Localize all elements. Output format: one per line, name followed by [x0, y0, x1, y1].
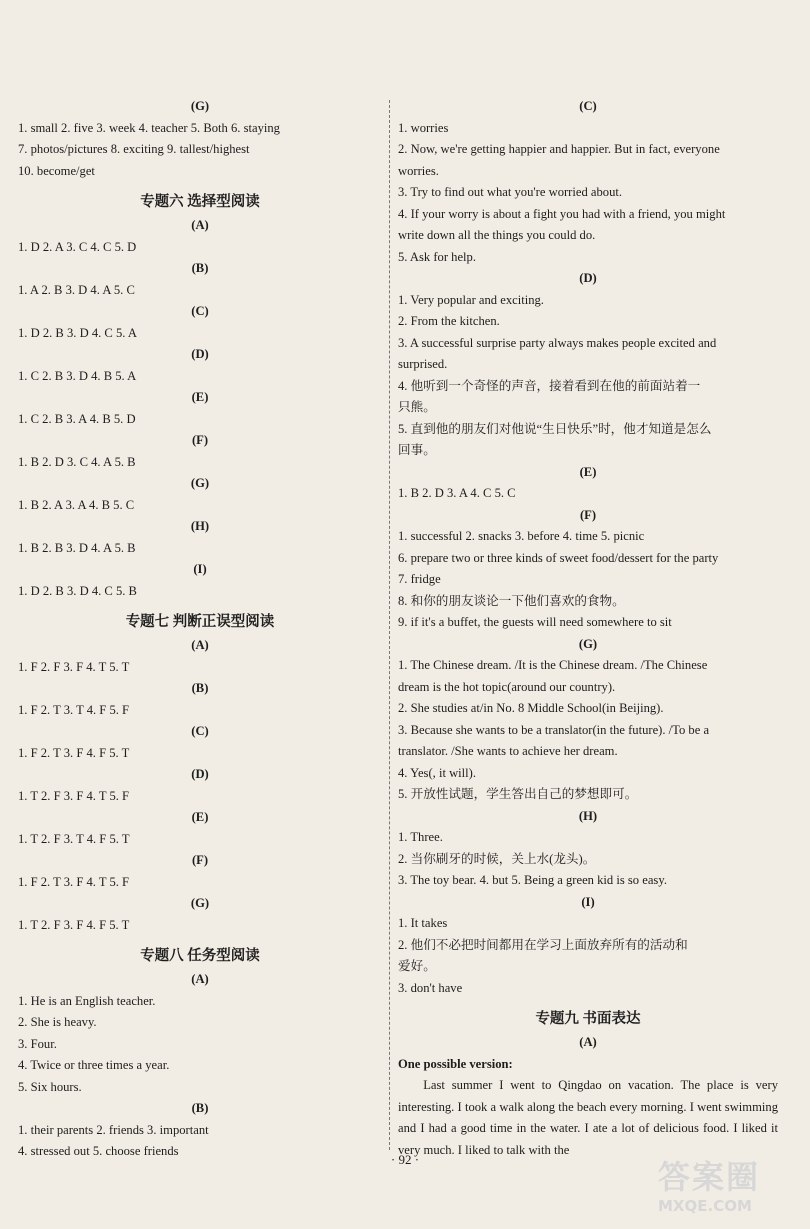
- subsection-label: (D): [191, 347, 209, 361]
- answer-line: 3. Four.: [18, 1036, 57, 1051]
- subsection-label: (A): [191, 972, 209, 986]
- page-number: · 92 ·: [390, 1152, 420, 1167]
- answer-line: 2. She is heavy.: [18, 1015, 97, 1029]
- subsection-label: (G): [190, 476, 210, 490]
- subsection-label: (H): [190, 519, 210, 533]
- answer-line: 5. Six hours.: [18, 1079, 82, 1094]
- subsection-label: (G): [578, 636, 598, 651]
- answer-line: 7. photos/pictures 8. exciting 9. tallest/highest: [18, 142, 250, 156]
- answer-line: 1. D 2. A 3. C 4. C 5. D: [18, 239, 137, 254]
- answer-line: worries.: [398, 163, 439, 178]
- answer-line: 1. T 2. F 3. F 4. F 5. T: [18, 917, 130, 932]
- answer-line: 5. 开放性试题，学生答出自己的梦想即可。: [398, 787, 638, 801]
- watermark-logo: [658, 1158, 808, 1226]
- answer-line: 爱好。: [398, 959, 436, 973]
- answer-line: 1. B 2. D 3. C 4. A 5. B: [18, 454, 136, 469]
- answer-line: 1. F 2. F 3. F 4. T 5. T: [18, 659, 130, 674]
- answer-line: 3. Because she wants to be a translator(in the future). /To be a: [398, 722, 710, 737]
- answer-line: 8. 和你的朋友谈论一下他们喜欢的食物。: [398, 593, 625, 608]
- answer-line: 1. The Chinese dream. /It is the Chinese dream. /The Chinese: [398, 658, 708, 672]
- subsection-label: (G): [190, 99, 210, 113]
- subsection-label: (H): [578, 808, 598, 823]
- answer-line: 1. It takes: [398, 916, 448, 930]
- answer-line: 3. don't have: [398, 980, 463, 995]
- answer-line: 1. small 2. five 3. week 4. teacher 5. Both 6. staying: [18, 120, 280, 135]
- answer-line: 回事。: [398, 443, 436, 457]
- answer-line: write down all the things you could do.: [398, 228, 596, 242]
- answer-line: surprised.: [398, 357, 448, 371]
- subsection-label: (D): [579, 271, 597, 285]
- subsection-label: (B): [191, 681, 209, 695]
- answer-line: 1. F 2. T 3. F 4. F 5. T: [18, 745, 130, 760]
- right-column: [398, 96, 778, 1161]
- answer-line: 6. prepare two or three kinds of sweet food/dessert for the party: [398, 550, 719, 565]
- subsection-label: (A): [191, 638, 209, 652]
- answer-line: translator. /She wants to achieve her dream.: [398, 744, 618, 758]
- answer-line: 1. A 2. B 3. D 4. A 5. C: [18, 282, 135, 297]
- subsection-label: (A): [579, 1035, 597, 1049]
- answer-line: 2. 他们不必把时间都用在学习上面放弃所有的活动和: [398, 937, 688, 952]
- essay-paragraph: Last summer I went to Qingdao on vacation. The place is very interesting. I took a walk along the beach every morning. I went swimming and I had a good time in the water. I ate a lot of delicious food. I liked it very much. I liked to talk with the: [398, 1078, 778, 1157]
- subsection-label: (I): [581, 894, 595, 909]
- subsection-label: (A): [191, 218, 209, 232]
- answer-line: 5. 直到他的朋友们对他说“生日快乐”时，他才知道是怎么: [398, 421, 712, 436]
- answer-line: 2. From the kitchen.: [398, 314, 500, 328]
- watermark-url: MXQE.COM: [658, 1197, 752, 1215]
- answer-line: 10. become/get: [18, 163, 95, 178]
- section-title: 专题八 任务型阅读: [140, 948, 260, 964]
- answer-line: 4. Twice or three times a year.: [18, 1058, 170, 1072]
- answer-line: 1. C 2. B 3. A 4. B 5. D: [18, 411, 136, 426]
- answer-line: 4. If your worry is about a fight you had with a friend, you might: [398, 206, 726, 221]
- essay-heading: One possible version:: [398, 1056, 513, 1071]
- subsection-label: (F): [191, 853, 209, 867]
- subsection-label: (D): [191, 767, 209, 781]
- answer-line: 2. Now, we're getting happier and happier. But in fact, everyone: [398, 142, 720, 156]
- answer-line: 4. stressed out 5. choose friends: [18, 1144, 179, 1158]
- column-divider: [389, 100, 390, 1150]
- section-title: 专题六 选择型阅读: [140, 194, 260, 210]
- subsection-label: (E): [579, 464, 597, 479]
- answer-line: 5. Ask for help.: [398, 249, 477, 264]
- answer-line: 2. She studies at/in No. 8 Middle School(in Beijing).: [398, 701, 664, 715]
- answer-line: 1. F 2. T 3. F 4. T 5. F: [18, 874, 130, 889]
- answer-line: 1. C 2. B 3. D 4. B 5. A: [18, 368, 137, 383]
- answer-line: 1. Three.: [398, 830, 443, 844]
- subsection-label: (E): [191, 810, 209, 824]
- answer-line: 1. D 2. B 3. D 4. C 5. B: [18, 583, 137, 598]
- subsection-label: (C): [191, 304, 209, 318]
- subsection-label: (B): [191, 261, 209, 275]
- answer-line: 只熊。: [398, 400, 436, 414]
- subsection-label: (F): [579, 507, 597, 522]
- answer-line: 1. their parents 2. friends 3. important: [18, 1122, 209, 1137]
- section-title: 专题九 书面表达: [535, 1011, 641, 1027]
- section-title: 专题七 判断正误型阅读: [125, 614, 275, 630]
- answer-line: 1. B 2. A 3. A 4. B 5. C: [18, 497, 135, 512]
- answer-line: 1. T 2. F 3. T 4. F 5. T: [18, 831, 130, 846]
- answer-line: 1. T 2. F 3. F 4. T 5. F: [18, 788, 130, 803]
- answer-line: 4. Yes(, it will).: [398, 765, 477, 780]
- answer-line: dream is the hot topic(around our country).: [398, 679, 616, 694]
- answer-line: 3. Try to find out what you're worried about.: [398, 185, 623, 199]
- answer-line: 1. worries: [398, 120, 449, 135]
- subsection-label: (G): [190, 896, 210, 910]
- answer-line: 1. B 2. B 3. D 4. A 5. B: [18, 540, 136, 555]
- answer-line: 9. if it's a buffet, the guests will need somewhere to sit: [398, 615, 672, 629]
- answer-line: 1. B 2. D 3. A 4. C 5. C: [398, 486, 516, 500]
- answer-line: 3. The toy bear. 4. but 5. Being a green kid is so easy.: [398, 873, 667, 887]
- subsection-label: (C): [579, 99, 597, 113]
- subsection-label: (F): [191, 433, 209, 447]
- answer-line: 1. successful 2. snacks 3. before 4. time 5. picnic: [398, 529, 645, 543]
- answer-line: 1. D 2. B 3. D 4. C 5. A: [18, 325, 137, 340]
- answer-line: 3. A successful surprise party always makes people excited and: [398, 335, 717, 350]
- answer-line: 1. He is an English teacher.: [18, 993, 156, 1008]
- answer-line: 7. fridge: [398, 572, 441, 586]
- answer-line: 2. 当你刷牙的时候，关上水(龙头)。: [398, 851, 596, 866]
- answer-line: 1. F 2. T 3. T 4. F 5. F: [18, 702, 130, 717]
- subsection-label: (B): [191, 1101, 209, 1115]
- subsection-label: (C): [191, 724, 209, 738]
- watermark-text: 答案圈: [658, 1158, 761, 1196]
- subsection-label: (E): [191, 390, 209, 404]
- left-column: [18, 96, 382, 1163]
- answer-line: 4. 他听到一个奇怪的声音，接着看到在他的前面站着一: [398, 378, 701, 393]
- subsection-label: (I): [193, 562, 207, 576]
- answer-line: 1. Very popular and exciting.: [398, 292, 544, 307]
